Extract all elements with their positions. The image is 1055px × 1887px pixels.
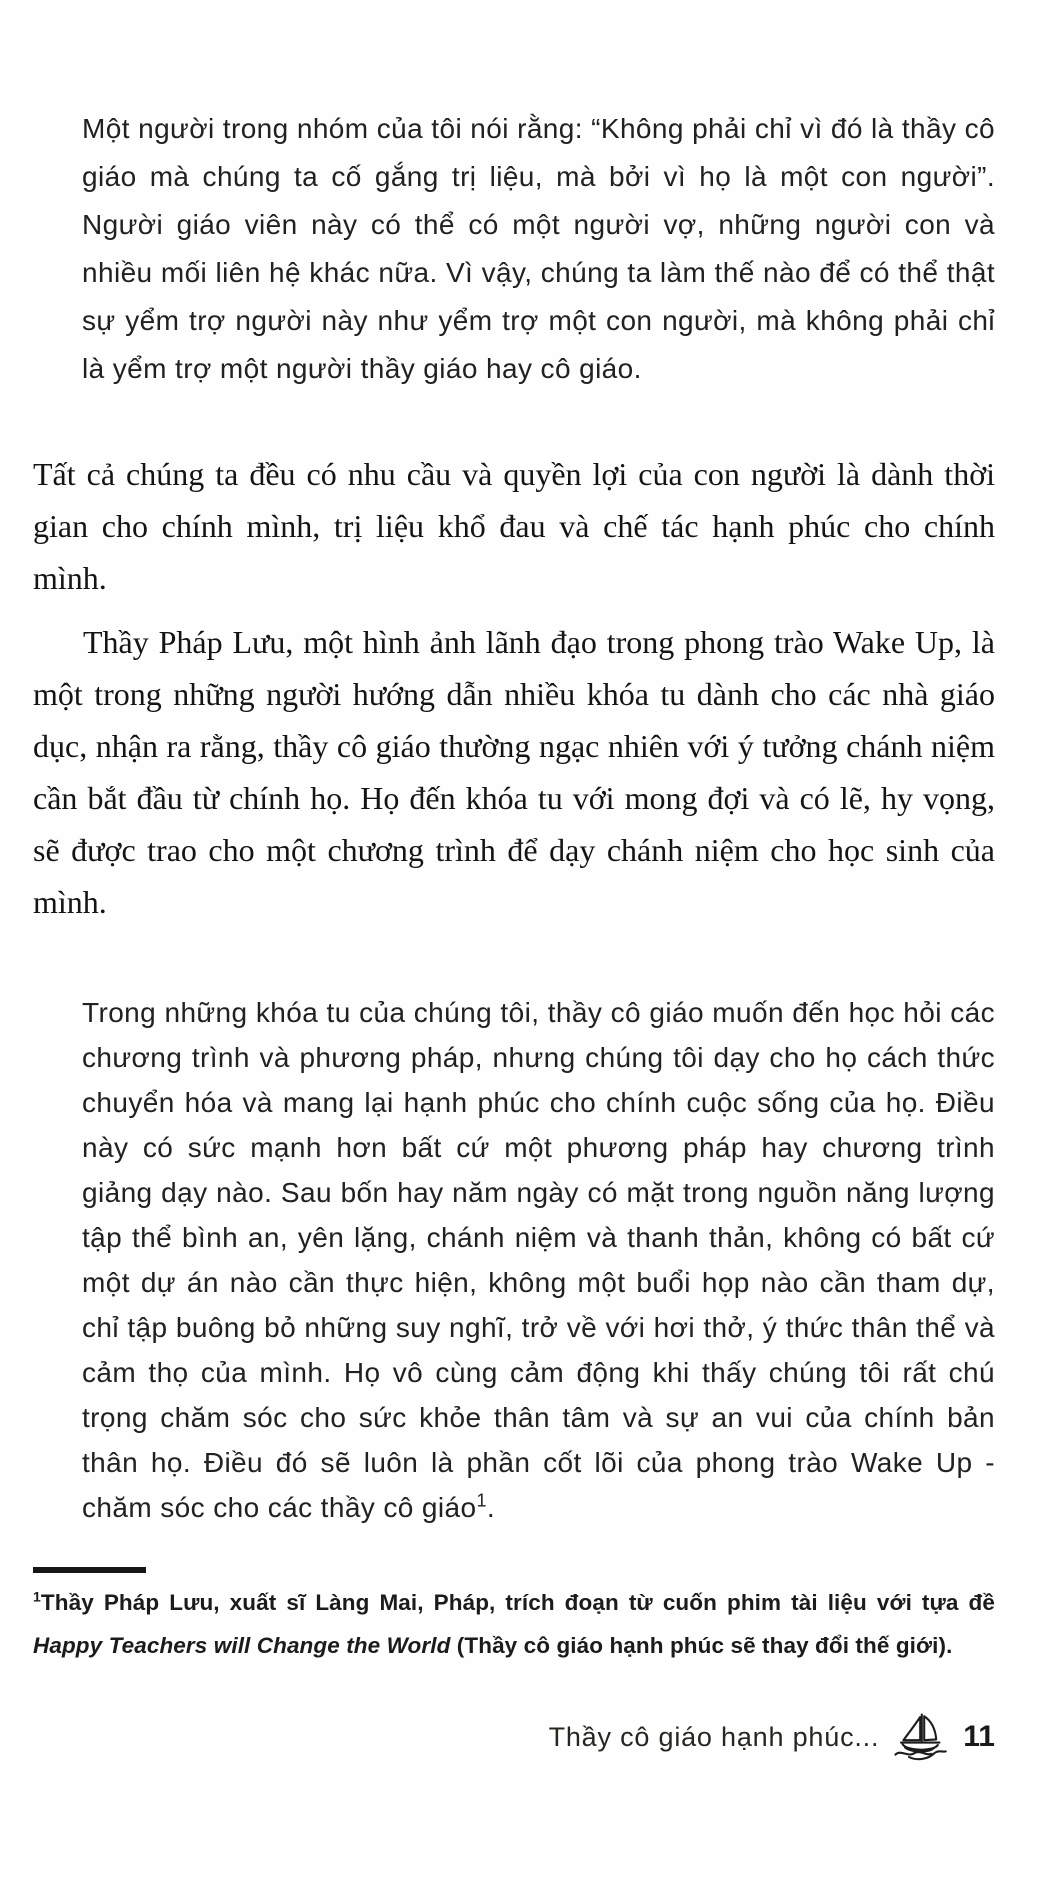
quote-paragraph-2-text: Trong những khóa tu của chúng tôi, thầy cô giáo muốn đến học hỏi các chương trình và phương pháp, nhưng chúng tôi dạy cho họ cách thức chuyển hóa và mang lại hạnh phúc cho chính cuộc sống của họ. Điều này có sức mạnh hơn bất cứ một phương pháp hay chương trình giảng dạy nào. Sau bốn hay năm ngày có mặt trong nguồn năng lượng tập thể bình an, yên lặng, chánh niệm và thanh thản, không có bất cứ một dự án nào cần thực hiện, không một buổi họp nào cần tham dự, chỉ tập buông bỏ những suy nghĩ, trở về với hơi thở, ý thức thân thể và cảm thọ của mình. Họ vô cùng cảm động khi thấy chúng tôi rất chú trọng chăm sóc cho sức khỏe thân tâm và sự an vui của chính bản thân họ. Điều đó sẽ luôn là phần cốt lõi của phong trào Wake Up - chăm sóc cho các thầy cô giáo (82, 997, 995, 1523)
body-paragraph-1: Tất cả chúng ta đều có nhu cầu và quyền lợi của con người là dành thời gian cho chính mình, trị liệu khổ đau và chế tác hạnh phúc cho chính mình. (33, 456, 995, 596)
footnote-marker: 1 (33, 1588, 41, 1605)
footnote-reference: 1 (476, 1490, 487, 1511)
footnote-film-title: Happy Teachers will Change the World (33, 1633, 451, 1658)
footnote-divider (33, 1567, 146, 1573)
quote-paragraph-2-period: . (486, 1492, 496, 1523)
page-footer (0, 1709, 995, 1765)
sailboat-icon (893, 1709, 949, 1765)
footnote (33, 1581, 995, 1667)
running-title: Thầy cô giáo hạnh phúc... (548, 1721, 880, 1752)
footnote-translation: (Thầy cô giáo hạnh phúc sẽ thay đổi thế giới). (450, 1633, 953, 1658)
quote-paragraph-1: Một người trong nhóm của tôi nói rằng: “Không phải chỉ vì đó là thầy cô giáo mà chúng ta cố gắng trị liệu, mà bởi vì họ là một con người”. Người giáo viên này có thể có một người vợ, những người con và nhiều mối liên hệ khác nữa. Vì vậy, chúng ta làm thế nào để có thể thật sự yểm trợ người này như yểm trợ một con người, mà không phải chỉ là yểm trợ một người thầy giáo hay cô giáo. (82, 113, 995, 384)
body-paragraph-2: Thầy Pháp Lưu, một hình ảnh lãnh đạo trong phong trào Wake Up, là một trong những người hướng dẫn nhiều khóa tu dành cho các nhà giáo dục, nhận ra rằng, thầy cô giáo thường ngạc nhiên với ý tưởng chánh niệm cần bắt đầu từ chính họ. Họ đến khóa tu với mong đợi và có lẽ, hy vọng, sẽ được trao cho một chương trình để dạy chánh niệm cho học sinh của mình. (33, 624, 995, 920)
page-number: 11 (963, 1720, 995, 1753)
footnote-text: Thầy Pháp Lưu, xuất sĩ Làng Mai, Pháp, trích đoạn từ cuốn phim tài liệu với tựa đề (40, 1590, 995, 1615)
quote-paragraph-2 (82, 990, 995, 1530)
